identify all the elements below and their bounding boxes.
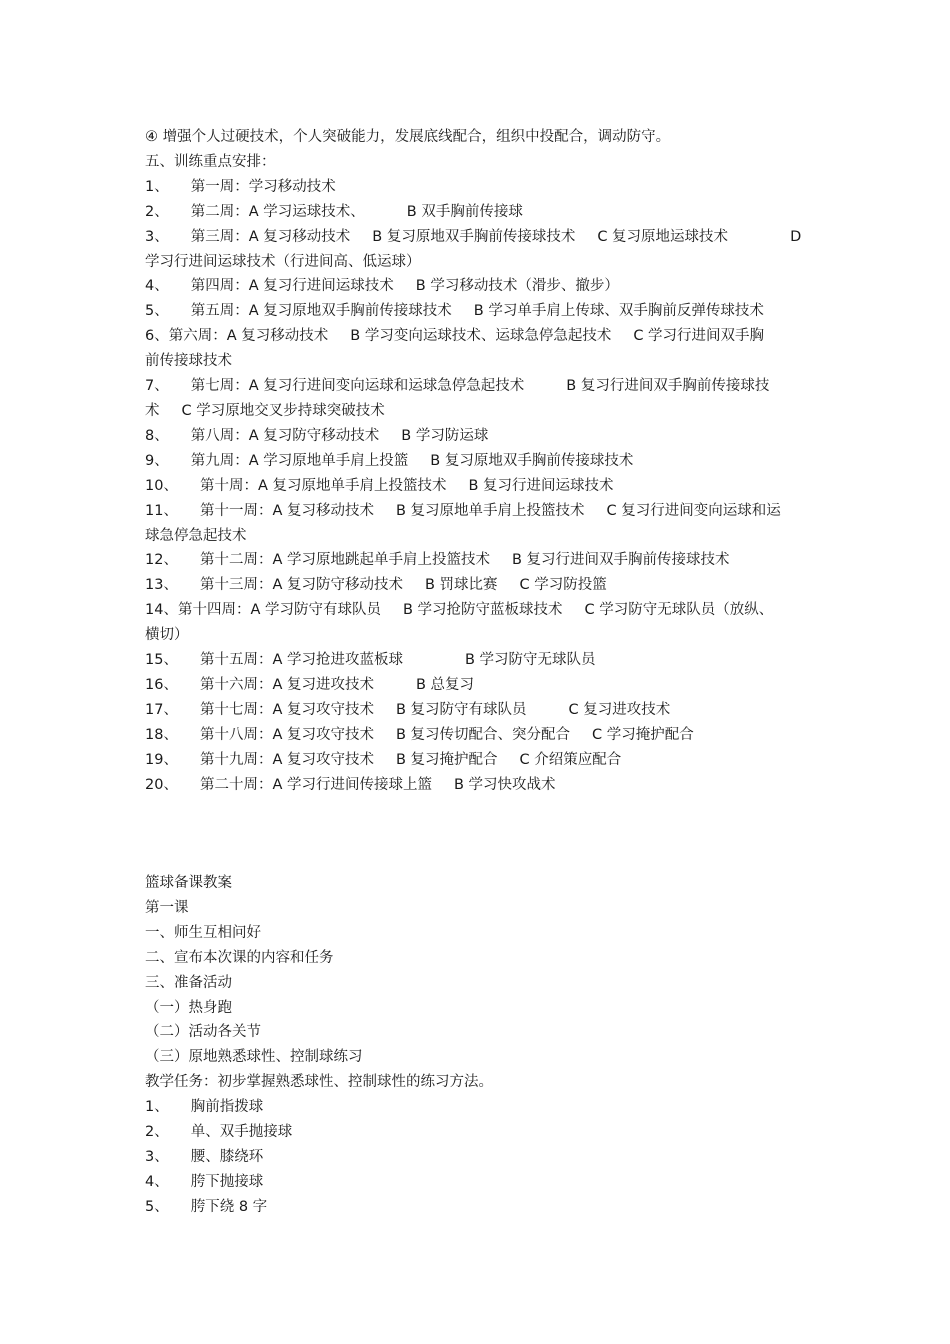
week-item: A 复习移动技术 [226, 328, 329, 345]
week-item: B 罚球比赛 [424, 577, 498, 594]
week-label: 第五周： [190, 303, 249, 320]
lesson-name: 第一课 [145, 899, 189, 916]
week-number: 3、 [145, 228, 169, 245]
week-number: 10、 [145, 477, 178, 494]
week-label: 第十四周： [177, 602, 251, 619]
intro-paragraph: ④ 增强个人过硬技术，个人突破能力，发展底线配合，组织中投配合，调动防守。 [145, 129, 671, 145]
week-line [145, 723, 810, 748]
training-plan-section [145, 125, 810, 797]
week-item: C 学习掩护配合 [592, 726, 694, 743]
week-number: 16、 [145, 676, 178, 693]
week-label: 第十八周： [199, 726, 273, 743]
drill-item [145, 1120, 810, 1145]
week-line [145, 274, 810, 299]
week-item: B 复习原地单手肩上投篮技术 [395, 502, 585, 519]
week-item: A 复习防守移动技术 [272, 577, 403, 594]
lesson-sub-step: （一）热身跑 [145, 999, 232, 1016]
week-label: 第十九周： [199, 751, 273, 768]
week-label: 第十五周： [199, 652, 273, 669]
week-line [145, 225, 810, 250]
week-line [145, 200, 810, 225]
week-label: 第二周： [190, 203, 249, 220]
lesson-step: 一、师生互相问好 [145, 924, 261, 941]
lesson-step: 三、准备活动 [145, 974, 232, 991]
week-item: A 复习行进间变向运球和运球急停急起技术 [248, 378, 525, 395]
week-line [145, 424, 810, 449]
week-item: C 复习行进间变向运球和运 [606, 502, 781, 519]
week-label: 第六周： [168, 328, 227, 345]
week-label: 第二十周： [199, 776, 273, 793]
week-line [145, 598, 810, 623]
drill-text: 胯下绕 8 字 [190, 1198, 268, 1215]
week-item: C 学习防守无球队员（放纵、 [584, 602, 774, 619]
week-item: A 复习进攻技术 [272, 676, 374, 693]
week-line [145, 299, 810, 324]
week-number: 2、 [145, 203, 169, 220]
teaching-task: 教学任务：初步掌握熟悉球性、控制球性的练习方法。 [145, 1074, 493, 1091]
week-label: 第十三周： [199, 577, 273, 594]
week-item: A 学习行进间传接球上篮 [272, 776, 432, 793]
week-line-continued: 前传接球技术 [145, 353, 232, 370]
week-line [145, 648, 810, 673]
week-label: 第九周： [190, 452, 249, 469]
week-item: B 学习变向运球技术、运球急停急起技术 [350, 328, 612, 345]
week-line [145, 698, 810, 723]
week-line-continued: 球急停急起技术 [145, 527, 247, 544]
week-line [145, 449, 810, 474]
week-number: 18、 [145, 726, 178, 743]
week-line [145, 324, 810, 349]
week-label: 第十一周： [199, 502, 273, 519]
week-number: 17、 [145, 701, 178, 718]
drill-text: 单、双手抛接球 [190, 1124, 293, 1141]
week-item: A 复习移动技术 [272, 502, 374, 519]
week-item: B 复习行进间双手胸前传接球技术 [511, 552, 730, 569]
week-item: A 学习原地单手肩上投篮 [248, 452, 409, 469]
week-item: C 复习进攻技术 [568, 701, 671, 718]
week-line-continued: 学习行进间运球技术（行进间高、低运球） [145, 253, 421, 270]
week-item: A 复习防守移动技术 [248, 427, 380, 444]
week-item: A 学习运球技术、 [248, 203, 365, 220]
drill-text: 胯下抛接球 [190, 1173, 264, 1190]
week-line [145, 573, 810, 598]
week-item: B 学习快攻战术 [453, 776, 556, 793]
week-number: 9、 [145, 452, 169, 469]
week-number: 7、 [145, 378, 169, 395]
week-line [145, 175, 810, 200]
week-label: 第十二周： [199, 552, 273, 569]
lesson-plan-title: 篮球备课教案 [145, 875, 232, 891]
section-heading: 五、训练重点安排： [145, 153, 276, 170]
week-label: 第十周： [199, 477, 258, 494]
drill-text: 胸前指拨球 [190, 1099, 264, 1116]
week-label: 第七周： [190, 378, 249, 395]
week-number: 15、 [145, 652, 178, 669]
week-item: C 学习行进间双手胸 [633, 328, 765, 345]
week-item: B 复习原地双手胸前传接球技术 [430, 452, 634, 469]
week-item: A 复习原地单手肩上投篮技术 [257, 477, 447, 494]
week-item: 术 [145, 402, 160, 419]
week-item: A 学习原地跳起单手肩上投篮技术 [272, 552, 490, 569]
week-number: 14、 [145, 602, 178, 619]
week-number: 13、 [145, 577, 178, 594]
week-item: B 复习行进间双手胸前传接球技 [566, 378, 770, 395]
week-item: C 学习防投篮 [519, 577, 607, 594]
drill-number: 5、 [145, 1198, 169, 1215]
drill-number: 3、 [145, 1148, 169, 1165]
week-label: 第三周： [190, 228, 249, 245]
week-number: 5、 [145, 303, 169, 320]
week-item: B 学习单手肩上传球、双手胸前反弹传球技术 [473, 303, 764, 320]
week-item: B 学习防守无球队员 [464, 652, 596, 669]
week-number: 6、 [145, 328, 169, 345]
drill-number: 4、 [145, 1173, 169, 1190]
week-line-continued: 横切） [145, 627, 189, 644]
week-item: B 复习防守有球队员 [395, 701, 527, 718]
week-label: 第四周： [190, 278, 249, 295]
week-item: B 复习掩护配合 [395, 751, 498, 768]
week-item: A 复习移动技术 [248, 228, 351, 245]
week-label: 第十七周： [199, 701, 273, 718]
week-number: 12、 [145, 552, 178, 569]
week-item: B 复习传切配合、突分配合 [395, 726, 571, 743]
week-item: A 复习攻守技术 [272, 726, 374, 743]
week-number: 20、 [145, 776, 178, 793]
week-line [145, 474, 810, 499]
week-item: B 复习原地双手胸前传接球技术 [372, 228, 576, 245]
drill-text: 腰、膝绕环 [190, 1148, 264, 1165]
drill-number: 2、 [145, 1124, 169, 1141]
week-item: A 复习原地双手胸前传接球技术 [248, 303, 452, 320]
week-label: 第一周： [190, 178, 249, 195]
drill-item [145, 1095, 810, 1120]
drill-item [145, 1195, 810, 1220]
week-item: B 学习移动技术（滑步、撤步） [415, 278, 619, 295]
week-item: C 学习原地交叉步持球突破技术 [181, 402, 385, 419]
week-item: B 总复习 [415, 676, 475, 693]
week-line [145, 499, 810, 524]
week-number: 19、 [145, 751, 178, 768]
week-line [145, 748, 810, 773]
week-line [145, 673, 810, 698]
lesson-plan-section [145, 871, 810, 1220]
week-line [145, 374, 810, 399]
week-line [145, 773, 810, 798]
week-item: A 复习攻守技术 [272, 751, 374, 768]
week-item: C 介绍策应配合 [519, 751, 622, 768]
week-label: 第八周： [190, 427, 249, 444]
week-number: 11、 [145, 502, 178, 519]
week-line-continued [145, 399, 810, 424]
week-line [145, 548, 810, 573]
week-label: 第十六周： [199, 676, 273, 693]
week-item: 学习移动技术 [248, 178, 336, 195]
drill-number: 1、 [145, 1099, 169, 1116]
lesson-step: 二、宣布本次课的内容和任务 [145, 949, 334, 966]
week-item: B 复习行进间运球技术 [468, 477, 614, 494]
week-item: A 复习行进间运球技术 [248, 278, 394, 295]
week-item: B 学习抢防守蓝板球技术 [402, 602, 563, 619]
week-item: A 复习攻守技术 [272, 701, 374, 718]
week-item: A 学习抢进攻蓝板球 [272, 652, 403, 669]
week-item: B 双手胸前传接球 [406, 203, 523, 220]
week-number: 8、 [145, 427, 169, 444]
week-number: 1、 [145, 178, 169, 195]
week-item: C 复习原地运球技术 [597, 228, 729, 245]
week-item: B 学习防运球 [401, 427, 489, 444]
week-number: 4、 [145, 278, 169, 295]
lesson-sub-step: （三）原地熟悉球性、控制球练习 [145, 1049, 363, 1066]
drill-item [145, 1145, 810, 1170]
week-item: D [790, 228, 802, 245]
drill-item [145, 1170, 810, 1195]
week-item: A 学习防守有球队员 [250, 602, 381, 619]
lesson-sub-step: （二）活动各关节 [145, 1024, 261, 1041]
